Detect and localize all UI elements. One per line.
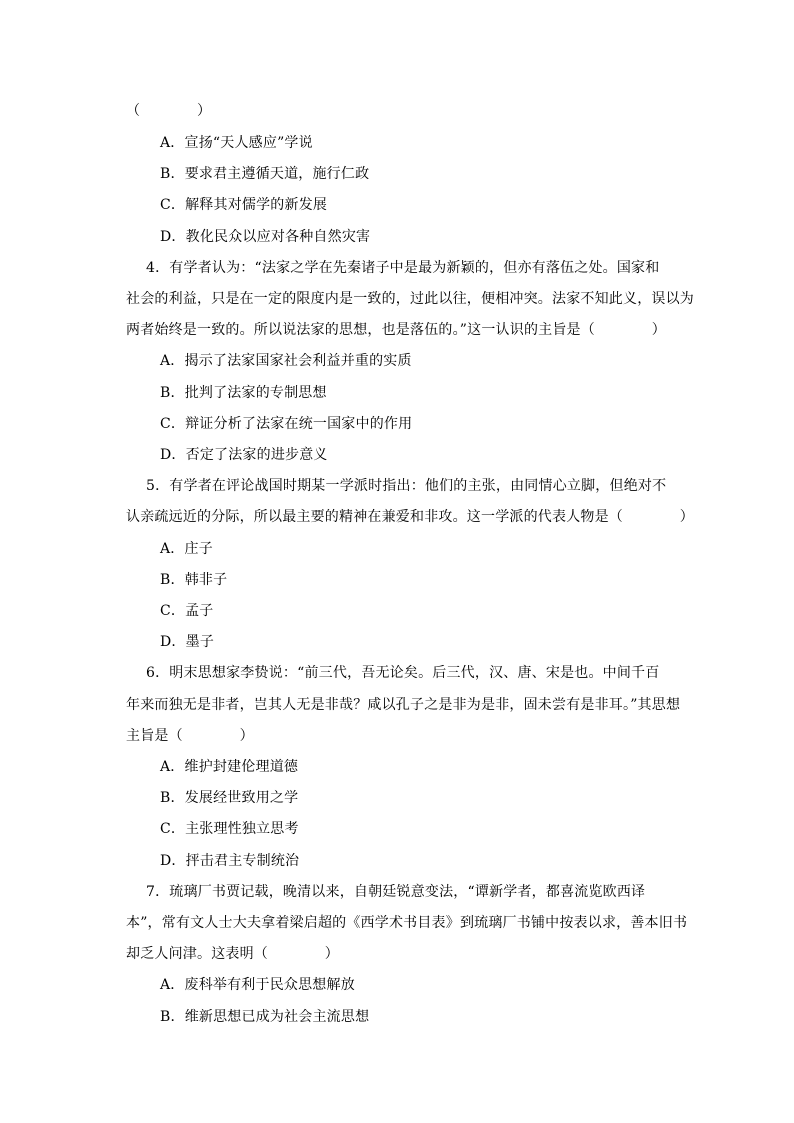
- question-6-line-2: 年来而独无是非者，岂其人无是非哉？咸以孔子之是非为是非，固未尝有是非耳。”其思想: [126, 697, 681, 713]
- question-4-line-2: 社会的利益，只是在一定的限度内是一致的，过此以往，便相冲突。法家不知此义，误以为: [126, 291, 694, 307]
- answer-blank-q3: （ ）: [126, 103, 212, 119]
- question-5-line-1: 5．有学者在评论战国时期某一学派时指出：他们的主张，由同情心立脚，但绝对不: [146, 478, 667, 494]
- option-a-q5: A．庄子: [160, 541, 213, 557]
- option-b-q4: B．批判了法家的专制思想: [160, 385, 327, 401]
- question-6-line-1: 6．明末思想家李贽说：“前三代，吾无论矣。后三代，汉、唐、宋是也。中间千百: [146, 665, 660, 681]
- question-6-line-3: 主旨是（ ）: [126, 728, 254, 744]
- question-5-line-2: 认亲疏远近的分际，所以最主要的精神在兼爱和非攻。这一学派的代表人物是（ ）: [126, 509, 694, 525]
- option-b-q3: B．要求君主遵循天道，施行仁政: [160, 166, 370, 182]
- option-c-q4: C．辩证分析了法家在统一国家中的作用: [160, 416, 413, 432]
- option-d-q4: D．否定了法家的进步意义: [160, 447, 328, 463]
- option-b-q7: B．维新思想已成为社会主流思想: [160, 1009, 370, 1025]
- option-d-q3: D．教化民众以应对各种自然灾害: [160, 229, 371, 245]
- option-a-q3: A．宣扬“天人感应”学说: [160, 135, 313, 151]
- option-a-q6: A．维护封建伦理道德: [160, 759, 299, 775]
- question-7-line-2: 本”，常有文人士大夫拿着梁启超的《西学术书目表》到琉璃厂书铺中按表以求，善本旧书: [126, 915, 688, 931]
- option-a-q4: A．揭示了法家国家社会利益并重的实质: [160, 353, 412, 369]
- question-4-line-1: 4．有学者认为：“法家之学在先秦诸子中是最为新颖的，但亦有落伍之处。国家和: [146, 260, 660, 276]
- question-4-line-3: 两者始终是一致的。所以说法家的思想，也是落伍的。”这一认识的主旨是（ ）: [126, 322, 666, 338]
- option-b-q5: B．韩非子: [160, 572, 228, 588]
- option-a-q7: A．废科举有利于民众思想解放: [160, 977, 355, 993]
- option-c-q5: C．孟子: [160, 603, 214, 619]
- question-7-line-1: 7．琉璃厂书贾记载，晚清以来，自朝廷锐意变法，“谭新学者，都喜流览欧西译: [146, 884, 646, 900]
- question-7-line-3: 却乏人问津。这表明（ ）: [126, 946, 339, 962]
- option-d-q5: D．墨子: [160, 634, 215, 650]
- option-c-q6: C．主张理性独立思考: [160, 821, 299, 837]
- option-d-q6: D．抨击君主专制统治: [160, 853, 300, 869]
- option-c-q3: C．解释其对儒学的新发展: [160, 197, 328, 213]
- option-b-q6: B．发展经世致用之学: [160, 790, 299, 806]
